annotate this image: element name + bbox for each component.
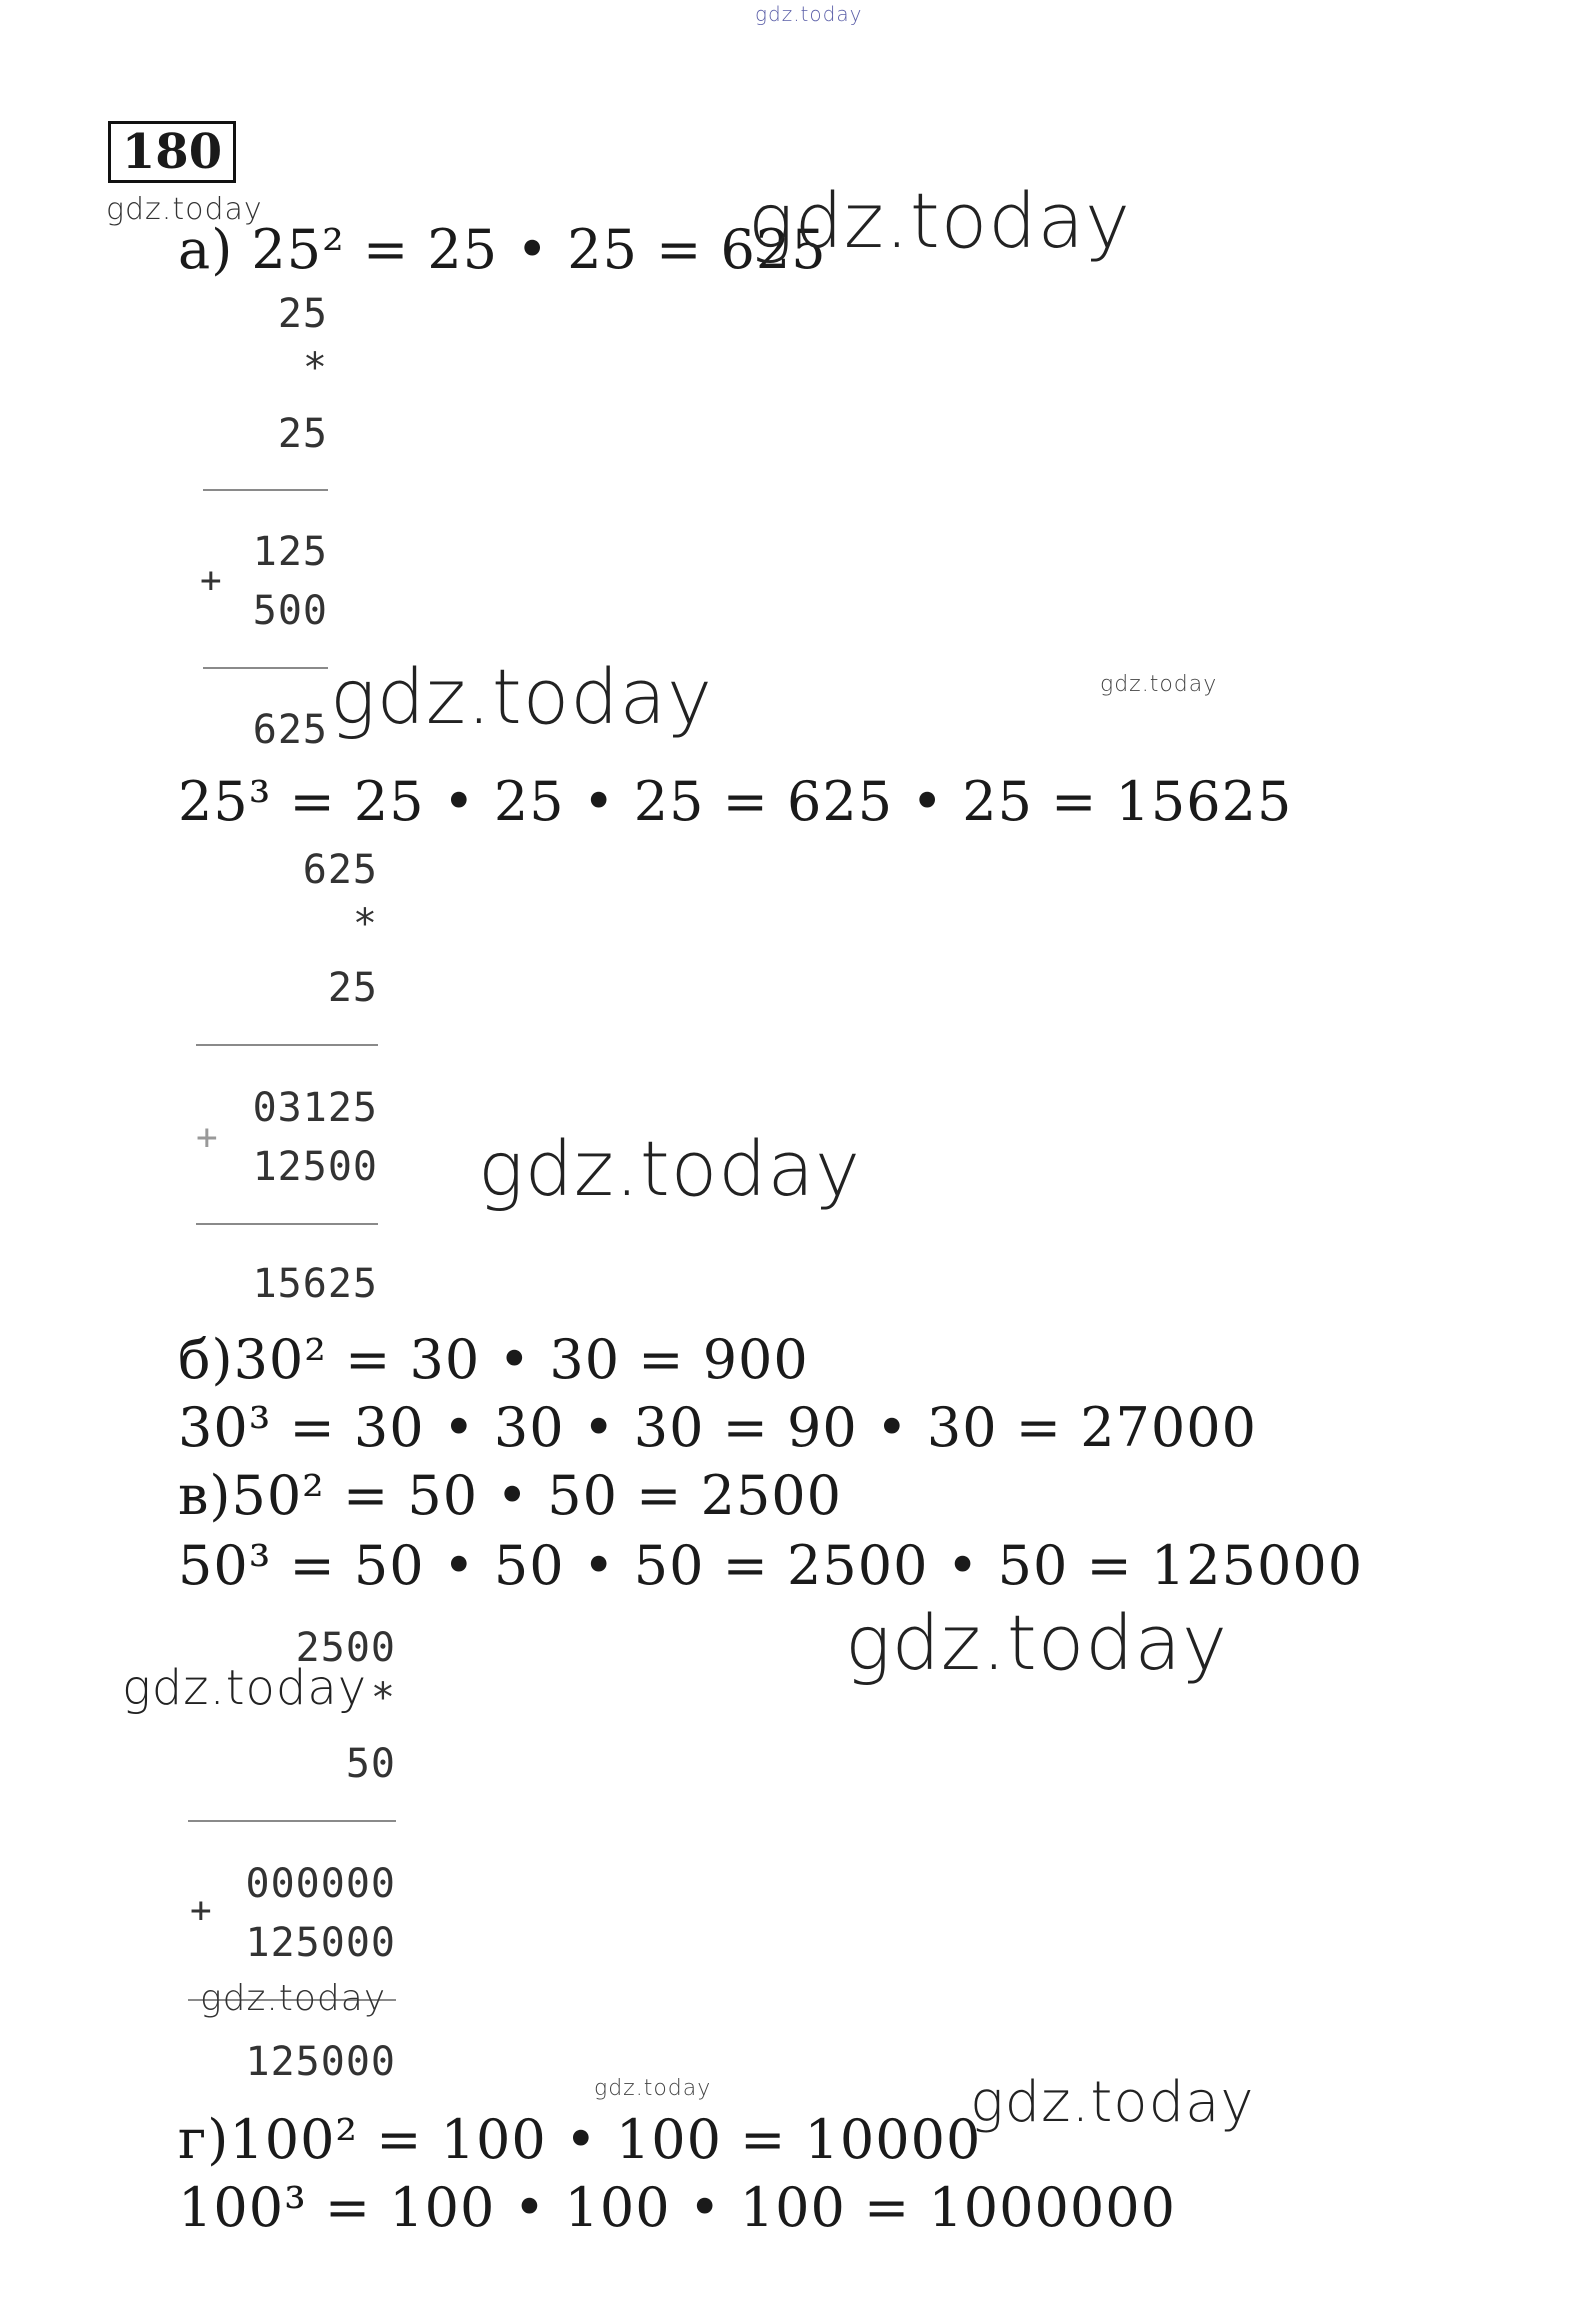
divider: [196, 1223, 378, 1225]
partial-product-1: 03125: [252, 1085, 378, 1131]
watermark: gdz.today: [106, 192, 263, 227]
equation-g-square: г)100² = 100 • 100 = 10000: [178, 2108, 982, 2171]
partial-product-1: 000000: [245, 1861, 396, 1907]
equation-a-square: а) 25² = 25 • 25 = 625: [178, 218, 827, 281]
equation-v-square: в)50² = 50 • 50 = 2500: [178, 1464, 843, 1527]
watermark: gdz.today: [594, 2076, 712, 2101]
watermark: gdz.today: [478, 1124, 861, 1213]
partial-product-2: 12500: [252, 1144, 378, 1190]
watermark: gdz.today: [748, 176, 1131, 265]
factor-a: 2500: [295, 1625, 396, 1671]
multiply-sign: *: [352, 901, 378, 947]
plus-sign: +: [200, 560, 222, 601]
factor-a: 25: [277, 291, 328, 337]
equation-g-cube: 100³ = 100 • 100 • 100 = 1000000: [178, 2176, 1176, 2239]
factor-a: 625: [302, 847, 378, 893]
partial-product-2: 500: [252, 588, 328, 634]
watermark: gdz.today: [845, 1598, 1228, 1687]
watermark: gdz.today: [200, 1978, 387, 2019]
partial-product-1: 125: [252, 529, 328, 575]
plus-sign: +: [190, 1890, 212, 1931]
equation-v-cube: 50³ = 50 • 50 • 50 = 2500 • 50 = 125000: [178, 1534, 1364, 1597]
factor-b: 25: [277, 411, 328, 457]
divider: [196, 1044, 378, 1046]
watermark: gdz.today: [1100, 672, 1218, 697]
watermark: gdz.today: [970, 2070, 1255, 2135]
header-watermark: gdz.today: [755, 2, 863, 26]
equation-a-cube: 25³ = 25 • 25 • 25 = 625 • 25 = 15625: [178, 770, 1293, 833]
divider: [203, 489, 328, 491]
multiply-sign: *: [302, 345, 328, 391]
multiply-sign: *: [370, 1675, 396, 1721]
factor-b: 50: [345, 1741, 396, 1787]
divider: [188, 1820, 396, 1822]
product-result: 15625: [252, 1261, 378, 1307]
equation-b-cube: 30³ = 30 • 30 • 30 = 90 • 30 = 27000: [178, 1396, 1257, 1459]
watermark: gdz.today: [330, 652, 713, 741]
product-result: 625: [252, 707, 328, 753]
equation-b-square: б)30² = 30 • 30 = 900: [178, 1328, 809, 1391]
product-result: 125000: [245, 2039, 396, 2085]
factor-b: 25: [327, 965, 378, 1011]
divider: [203, 667, 328, 669]
watermark: gdz.today: [122, 1660, 368, 1716]
plus-sign: +: [196, 1117, 218, 1158]
problem-number: 180: [108, 121, 236, 183]
partial-product-2: 125000: [245, 1920, 396, 1966]
